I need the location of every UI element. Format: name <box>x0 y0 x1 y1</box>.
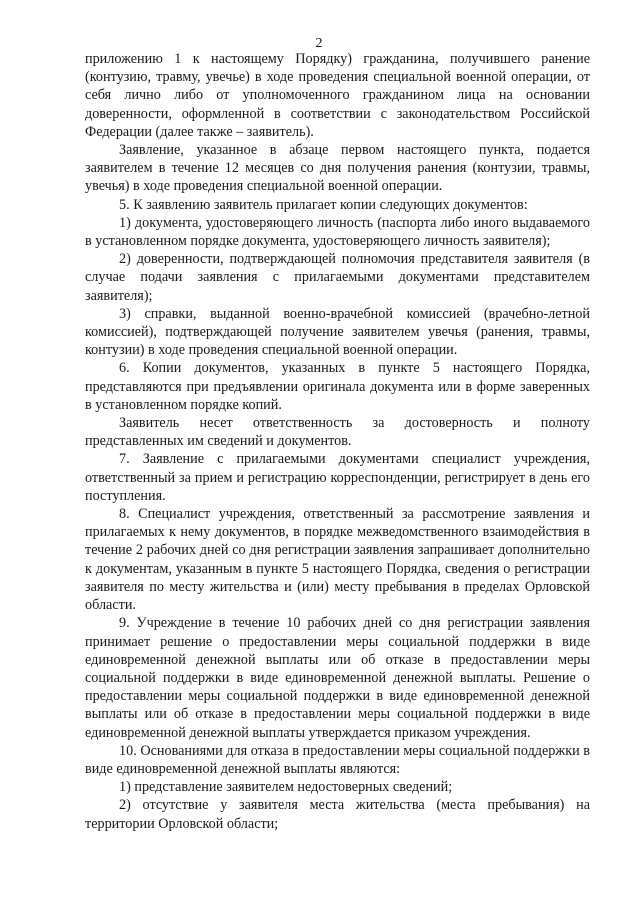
paragraph-item-9: 9. Учреждение в течение 10 рабочих дней со дня регистрации заявления принимает решение о предоставлении меры социальной поддержки в виде единовременной денежной выплаты или об отказе в предоставлении меры социальной поддержки в виде единовременной денежной выплаты. Решение о предоставлении меры социальной поддержки в виде единовременной денежной выплаты или об отказе в предоставлении меры социальной поддержки в виде единовременной денежной выплаты утверждается приказом учреждения. <box>85 615 590 741</box>
paragraph-responsibility: Заявитель несет ответственность за достоверность и полноту представленных им сведений и документов. <box>85 415 590 450</box>
paragraph-item-10-1: 1) представление заявителем недостоверных сведений; <box>119 779 453 796</box>
paragraph-item-10: 10. Основаниями для отказа в предоставлении меры социальной поддержки в виде единовременной денежной выплаты являются: <box>85 742 590 777</box>
paragraph-continuation: приложению 1 к настоящему Порядку) гражданина, получившего ранение (контузию, травму, увечье) в ходе проведения специальной военной операции, от себя лично либо от уполномоченного гражданином лица на основании доверенности, оформленной в соответствии с законодательством Российской Федерации (далее также – заявитель). <box>85 51 590 140</box>
paragraph-application-deadline: Заявление, указанное в абзаце первом настоящего пункта, подается заявителем в течение 12 месяцев со дня получения ранения (контузии, травмы, увечья) в ходе проведения специальной военной операции. <box>85 142 590 195</box>
paragraph-item-5-2: 2) доверенности, подтверждающей полномочия представителя заявителя (в случае подачи заявления с прилагаемыми документами представителем заявителя); <box>85 251 590 304</box>
paragraph-item-8: 8. Специалист учреждения, ответственный за рассмотрение заявления и прилагаемых к нему документов, в порядке межведомственного взаимодействия в течение 2 рабочих дней со дня регистрации заявления запрашивает дополнительно к документам, указанным в пункте 5 настоящего Порядка, сведения о регистрации заявителя по месту жительства и (или) месту пребывания в пределах Орловской области. <box>85 506 590 614</box>
page-number: 2 <box>315 36 323 51</box>
paragraph-item-5: 5. К заявлению заявитель прилагает копии следующих документов: <box>119 196 528 213</box>
document-body <box>85 50 590 833</box>
paragraph-item-5-1: 1) документа, удостоверяющего личность (паспорта либо иного выдаваемого в установленном порядке документа, удостоверяющего личность заявителя); <box>85 214 590 250</box>
paragraph-item-10-2: 2) отсутствие у заявителя места жительства (места пребывания) на территории Орловской области; <box>85 797 590 832</box>
paragraph-item-7: 7. Заявление с прилагаемыми документами специалист учреждения, ответственный за прием и регистрацию корреспонденции, регистрирует в день его поступления. <box>85 451 590 504</box>
paragraph-item-5-3: 3) справки, выданной военно-врачебной комиссией (врачебно-летной комиссией), подтверждающей получение заявителем увечья (ранения, травмы, контузии) в ходе проведения специальной военной операции. <box>85 305 590 359</box>
paragraph-item-6: 6. Копии документов, указанных в пункте 5 настоящего Порядка, представляются при предъявлении оригинала документа или в форме заверенных в установленном порядке копий. <box>85 360 590 413</box>
